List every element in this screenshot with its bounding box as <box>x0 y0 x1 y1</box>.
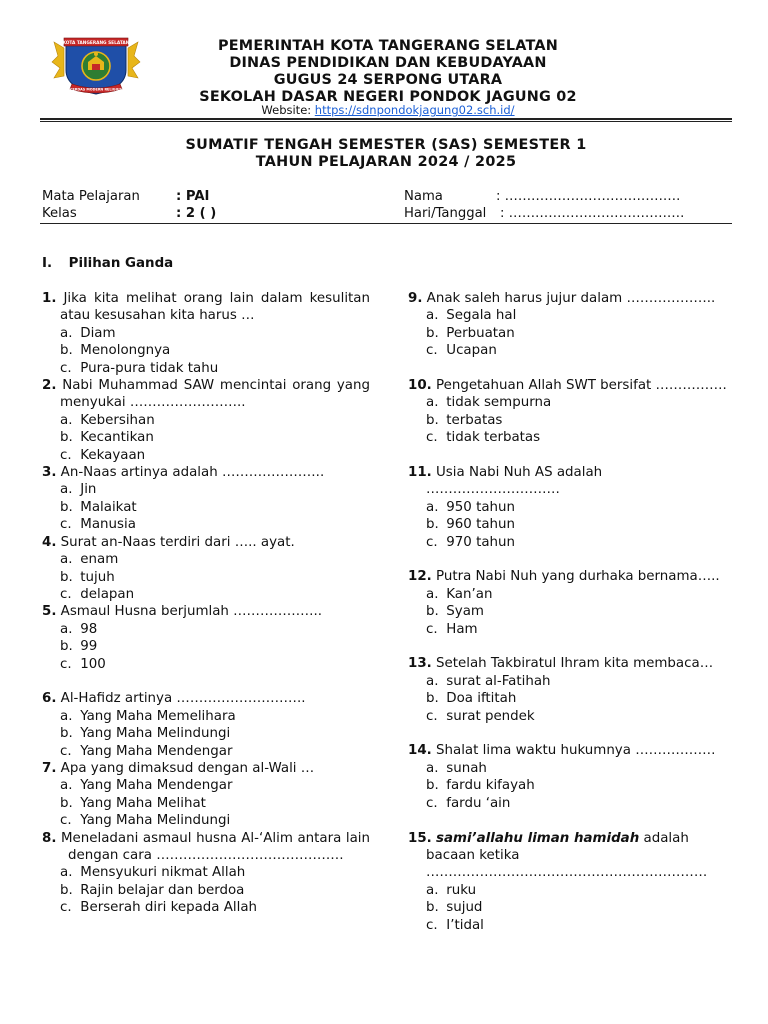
svg-text:KOTA TANGERANG SELATAN: KOTA TANGERANG SELATAN <box>62 41 130 46</box>
answer-option[interactable]: b. Menolongnya <box>60 343 171 359</box>
answer-option[interactable]: c. Berserah diri kepada Allah <box>60 900 258 916</box>
answer-option[interactable]: a. Kebersihan <box>60 412 155 428</box>
section-title: Pilihan Ganda <box>68 256 174 271</box>
name-field[interactable]: : …………………………………. <box>496 189 681 204</box>
answer-option[interactable]: a. Diam <box>60 325 116 341</box>
question-number: 7. <box>42 760 57 776</box>
answer-option[interactable]: b. fardu kifayah <box>426 778 535 794</box>
question-item <box>42 534 370 604</box>
exam-title-line-1: SUMATIF TENGAH SEMESTER (SAS) SEMESTER 1 <box>185 137 587 153</box>
question-number: 4. <box>42 534 57 550</box>
questions-right-column <box>408 290 740 934</box>
answer-option[interactable]: a. 950 tahun <box>426 499 515 515</box>
question-item <box>408 568 740 638</box>
question-item <box>408 464 740 551</box>
question-item <box>42 603 370 673</box>
website-label: Website: <box>261 103 312 117</box>
school-letterhead <box>150 38 626 106</box>
question-text: adalah bacaan ketika ……………………………………………………… <box>426 830 708 881</box>
question-text: Surat an-Naas terdiri dari ….. ayat. <box>60 534 295 550</box>
answer-option[interactable]: a. enam <box>60 552 119 568</box>
question-item <box>42 690 370 760</box>
answer-option[interactable]: b. 960 tahun <box>426 517 515 533</box>
question-number: 6. <box>42 691 57 707</box>
letterhead-line-3: GUGUS 24 SERPONG UTARA <box>273 72 503 88</box>
exam-title <box>40 137 732 171</box>
answer-option[interactable]: b. Yang Maha Melihat <box>60 795 206 811</box>
question-number: 11. <box>408 465 432 481</box>
questions-left-column <box>42 290 370 917</box>
answer-option[interactable]: b. Malaikat <box>60 499 137 515</box>
question-text: An-Naas artinya adalah ………………….. <box>60 465 325 481</box>
question-number: 3. <box>42 465 57 481</box>
answer-option[interactable]: a. Yang Maha Mendengar <box>60 778 233 794</box>
answer-option[interactable]: c. Ham <box>426 621 478 637</box>
answer-option[interactable]: a. Mensyukuri nikmat Allah <box>60 865 246 881</box>
subject-label: Mata Pelajaran <box>42 189 140 204</box>
answer-option[interactable]: c. surat pendek <box>426 708 535 724</box>
question-number: 14. <box>408 743 432 759</box>
answer-option[interactable]: b. Rajin belajar dan berdoa <box>60 882 245 898</box>
question-number: 2. <box>42 378 57 394</box>
answer-option[interactable]: b. Perbuatan <box>426 325 515 341</box>
answer-option[interactable]: b. Syam <box>426 604 484 620</box>
letterhead-line-4: SEKOLAH DASAR NEGERI PONDOK JAGUNG 02 <box>199 89 577 105</box>
answer-option[interactable]: c. 100 <box>60 656 106 672</box>
answer-option[interactable]: c. Kekayaan <box>60 447 146 463</box>
question-emphasis: sami’allahu liman hamidah <box>436 830 640 846</box>
website-link[interactable]: https://sdnpondokjagung02.sch.id/ <box>314 103 515 117</box>
question-number: 13. <box>408 656 432 672</box>
answer-option[interactable]: c. I’tidal <box>426 917 484 933</box>
question-number: 12. <box>408 569 432 585</box>
answer-option[interactable]: c. Ucapan <box>426 343 497 359</box>
question-item <box>42 377 370 464</box>
question-number: 5. <box>42 604 57 620</box>
answer-option[interactable]: b. 99 <box>60 639 98 655</box>
answer-option[interactable]: c. Yang Maha Mendengar <box>60 743 233 759</box>
question-text: Pengetahuan Allah SWT bersifat ……………. <box>436 378 727 394</box>
answer-option[interactable]: c. Yang Maha Melindungi <box>60 813 231 829</box>
question-text: Shalat lima waktu hukumnya ……………… <box>436 743 716 759</box>
question-item <box>42 830 370 917</box>
question-item <box>408 377 740 447</box>
answer-option[interactable]: c. tidak terbatas <box>426 430 541 446</box>
answer-option[interactable]: b. tujuh <box>60 569 115 585</box>
class-value: : 2 ( ) <box>176 206 217 221</box>
answer-option[interactable]: a. tidak sempurna <box>426 395 552 411</box>
answer-option[interactable]: b. terbatas <box>426 412 503 428</box>
answer-option[interactable]: c. 970 tahun <box>426 534 515 550</box>
question-number: 9. <box>408 291 423 306</box>
section-heading <box>42 256 173 271</box>
exam-title-line-2: TAHUN PELAJARAN 2024 / 2025 <box>255 154 517 170</box>
date-field[interactable]: : …………………………………. <box>500 206 685 221</box>
question-text: Apa yang dimaksud dengan al-Wali … <box>60 760 315 776</box>
answer-option[interactable]: a. Jin <box>60 482 97 498</box>
question-text: Jika kita melihat orang lain dalam kesulitan atau kesusahan kita harus … <box>60 291 370 324</box>
question-text: Putra Nabi Nuh yang durhaka bernama….. <box>436 569 720 585</box>
identity-divider <box>40 223 732 224</box>
answer-option[interactable]: b. Yang Maha Melindungi <box>60 726 231 742</box>
answer-option[interactable]: b. Doa iftitah <box>426 691 517 707</box>
question-item <box>408 290 740 360</box>
question-text: Usia Nabi Nuh AS adalah ………………………… <box>426 465 603 498</box>
question-text: Al-Hafidz artinya ……………………….. <box>60 691 306 707</box>
answer-option[interactable]: c. fardu ‘ain <box>426 795 511 811</box>
question-item <box>408 742 740 812</box>
answer-option[interactable]: a. Kan’an <box>426 586 493 602</box>
date-label: Hari/Tanggal <box>404 206 487 221</box>
question-item <box>408 830 740 934</box>
answer-option[interactable]: c. Manusia <box>60 517 136 533</box>
question-text: Nabi Muhammad SAW mencintai orang yang menyukai …………………….. <box>60 378 370 411</box>
website-line <box>150 103 626 117</box>
answer-option[interactable]: b. Kecantikan <box>60 430 154 446</box>
question-number: 8. <box>42 830 57 846</box>
answer-option[interactable]: b. sujud <box>426 900 483 916</box>
question-number: 10. <box>408 378 432 394</box>
letterhead-divider <box>40 118 732 122</box>
answer-option[interactable]: a. Yang Maha Memelihara <box>60 708 236 724</box>
answer-option[interactable]: a. Segala hal <box>426 308 517 324</box>
letterhead-line-2: DINAS PENDIDIKAN DAN KEBUDAYAAN <box>229 55 547 71</box>
answer-option[interactable]: a. surat al-Fatihah <box>426 673 551 689</box>
class-label: Kelas <box>42 206 77 221</box>
city-emblem-logo <box>50 34 142 98</box>
question-text: Meneladani asmaul husna Al-‘Alim antara lain dengan cara …………………………………… <box>60 830 370 863</box>
question-text: Anak saleh harus jujur dalam ……………….. <box>426 291 716 306</box>
answer-option[interactable]: a. sunah <box>426 760 487 776</box>
question-text: Setelah Takbiratul Ihram kita membaca… <box>436 656 714 672</box>
answer-option[interactable]: a. 98 <box>60 621 98 637</box>
answer-option[interactable]: c. Pura-pura tidak tahu <box>60 360 219 376</box>
question-text: Asmaul Husna berjumlah ……………….. <box>60 604 323 620</box>
subject-value: : PAI <box>176 189 210 204</box>
answer-option[interactable]: a. ruku <box>426 882 477 898</box>
question-item <box>42 290 370 377</box>
answer-option[interactable]: c. delapan <box>60 586 135 602</box>
letterhead-line-1: PEMERINTAH KOTA TANGERANG SELATAN <box>218 38 558 54</box>
question-item <box>42 464 370 534</box>
name-label: Nama <box>404 189 443 204</box>
question-item <box>408 655 740 725</box>
section-number: I. <box>42 256 53 271</box>
svg-text:CERDAS MODERN RELIGIUS: CERDAS MODERN RELIGIUS <box>69 87 123 92</box>
question-number: 15. <box>408 830 432 846</box>
question-item <box>42 760 370 830</box>
question-number: 1. <box>42 291 57 306</box>
